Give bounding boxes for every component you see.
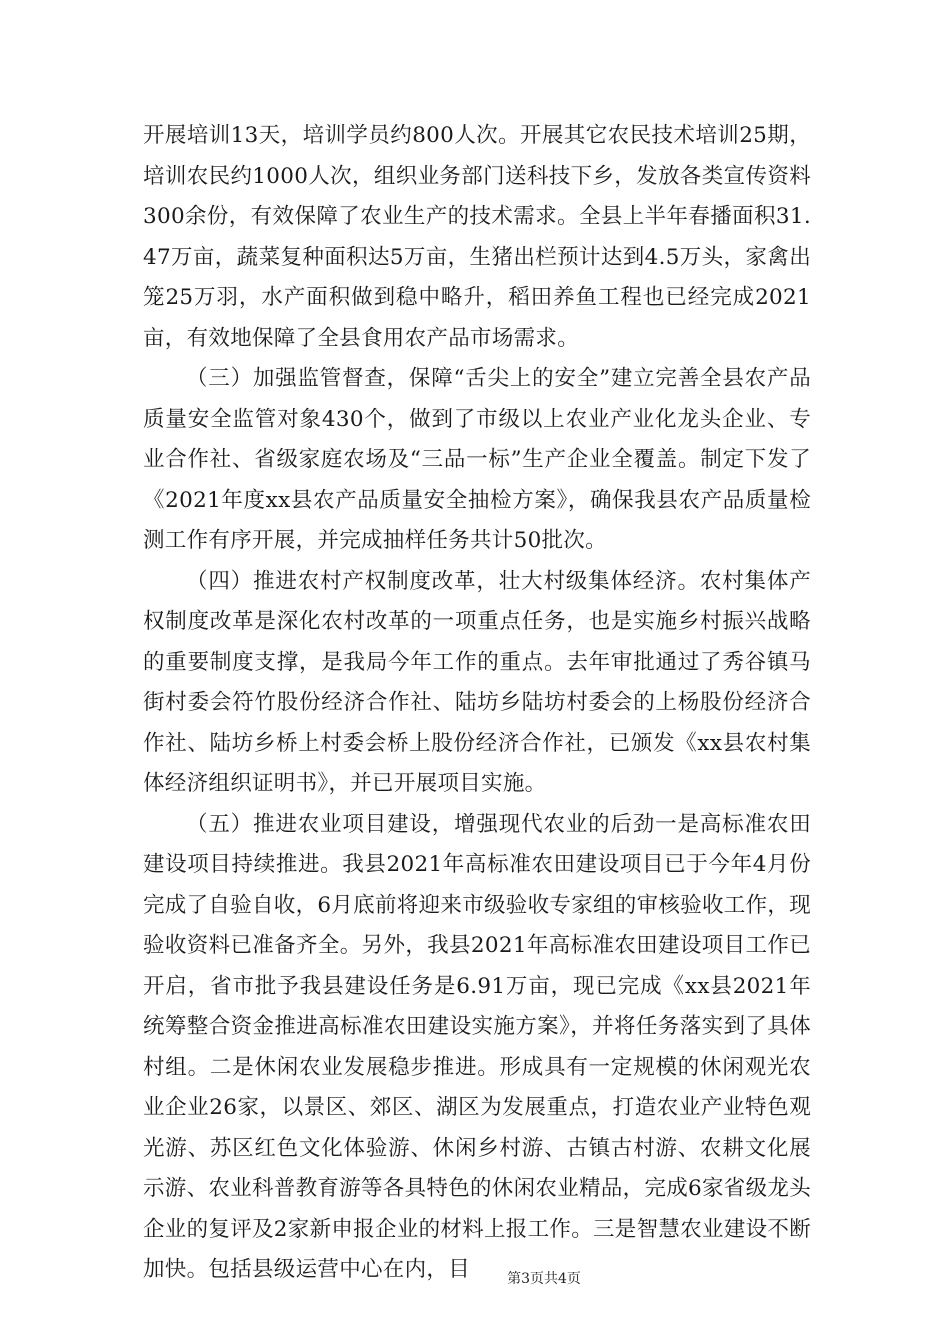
paragraph-property-reform: （四）推进农村产权制度改革，壮大村级集体经济。农村集体产权制度改革是深化农村改革的一项重点任务，也是实施乡村振兴战略的重要制度支撑，是我局今年工作的重点。去年审批通过了秀谷镇马街村委会符竹股份经济合作社、陆坊乡陆坊村委会的上杨股份经济合作社、陆坊乡桥上村委会桥上股份经济合作社，已颁发《xx县农村集体经济组织证明书》，并已开展项目实施。 xyxy=(143,568,811,796)
paragraph-food-safety: （三）加强监管督查，保障“舌尖上的安全”建立完善全县农产品质量安全监管对象430个，做到了市级以上农业产业化龙头企业、专业合作社、省级家庭农场及“三品一标”生产企业全覆盖。制定下发了《2021年度xx县农产品质量安全抽检方案》，确保我县农产品质量检测工作有序开展，并完成抽样任务共计50批次。 xyxy=(143,366,811,553)
paragraph-agri-projects: （五）推进农业项目建设，增强现代农业的后劲一是高标准农田建设项目持续推进。我县2021年高标准农田建设项目已于今年4月份完成了自验自收，6月底前将迎来市级验收专家组的审核验收工作，现验收资料已准备齐全。另外，我县2021年高标准农田建设项目工作已开启，省市批予我县建设任务是6.91万亩，现已完成《xx县2021年统筹整合资金推进高标准农田建设实施方案》，并将任务落实到了具体村组。二是休闲农业发展稳步推进。形成具有一定规模的休闲观光农业企业26家，以景区、郊区、湖区为发展重点，打造农业产业特色观光游、苏区红色文化体验游、休闲乡村游、古镇古村游、农耕文化展示游、农业科普教育游等各具特色的休闲农业精品，完成6家省级龙头企业的复评及2家新申报企业的材料上报工作。三是智慧农业建设不断加快。包括县级运营中心在内，目 xyxy=(143,811,811,1282)
paragraph-training: 开展培训13天，培训学员约800人次。开展其它农民技术培训25期，培训农民约1000人次，组织业务部门送科技下乡，发放各类宣传资料300余份，有效保障了农业生产的技术需求。全县上半年春播面积31.47万亩，蔬菜复种面积达5万亩，生猪出栏预计达到4.5万头，家禽出笼25万羽，水产面积做到稳中略升，稻田养鱼工程也已经完成2021亩，有效地保障了全县食用农产品市场需求。 xyxy=(143,123,811,351)
page-number-footer: 第3页共4页 xyxy=(507,1271,581,1287)
body-text xyxy=(143,116,811,1291)
